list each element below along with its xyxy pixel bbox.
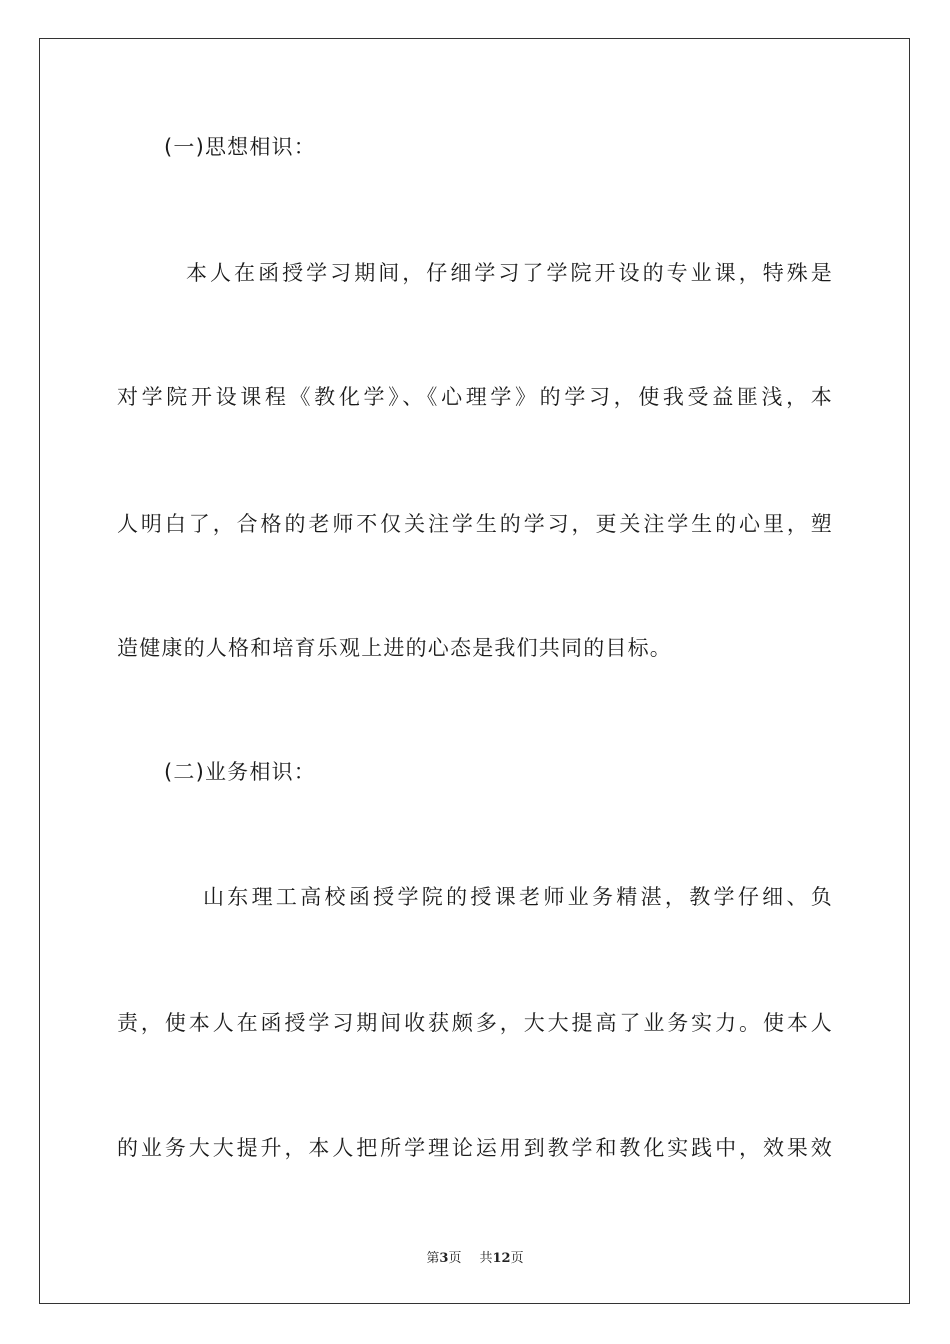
paragraph-line: 山东理工高校函授学院的授课老师业务精湛，教学仔细、负 [203, 885, 833, 909]
section-heading-1: (一)思想相识： [164, 135, 316, 159]
page-number: 3 [439, 1251, 449, 1266]
page-border [39, 38, 910, 1304]
total-prefix: 共 [479, 1251, 493, 1266]
paragraph-line: 造健康的人格和培育乐观上进的心态是我们共同的目标。 [117, 636, 672, 660]
page-prefix: 第 [426, 1251, 440, 1266]
paragraph-line: 对学院开设课程《教化学》、《心理学》的学习，使我受益匪浅，本 [117, 385, 833, 409]
total-pages: 12 [492, 1251, 511, 1266]
total-suffix: 页 [510, 1251, 524, 1266]
section-heading-2: (二)业务相识： [164, 760, 316, 784]
paragraph-line: 责，使本人在函授学习期间收获颇多，大大提高了业务实力。使本人 [117, 1011, 833, 1035]
paragraph-line: 人明白了，合格的老师不仅关注学生的学习，更关注学生的心里，塑 [117, 512, 833, 536]
page-suffix: 页 [448, 1251, 462, 1266]
paragraph-line: 本人在函授学习期间，仔细学习了学院开设的专业课，特殊是 [186, 261, 833, 285]
page-footer [0, 1247, 950, 1266]
paragraph-line: 的业务大大提升，本人把所学理论运用到教学和教化实践中，效果效 [117, 1136, 833, 1160]
